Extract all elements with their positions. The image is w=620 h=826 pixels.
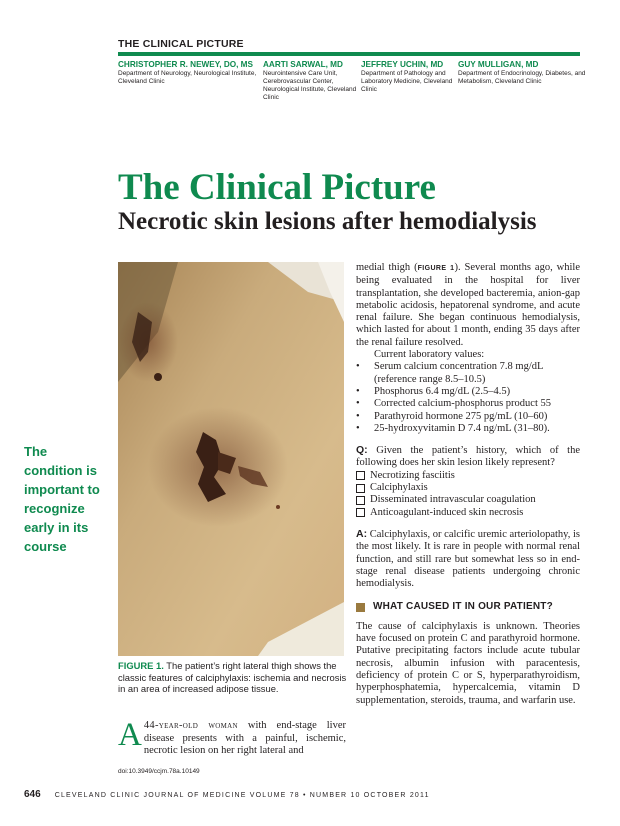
page-footer	[24, 789, 430, 800]
square-bullet-icon	[356, 603, 365, 612]
figure-caption-text: The patient’s right lateral thigh shows the classic features of calciphylaxis: ischemia and necrosis in an area of increased adipose tissue.	[118, 660, 347, 694]
author-block	[263, 60, 361, 102]
answer-label: A:	[356, 527, 368, 540]
intro-text: with end-stage liver disease presents with a painful, ischemic, necrotic lesion on her right lateral and	[143, 720, 347, 756]
figure-caption	[118, 660, 350, 695]
list-item: • Parathyroid hormone 275 pg/mL (10–60)	[356, 410, 548, 422]
answer: A: Calciphylaxis, or calcific uremic arteriolopathy, is the most likely. It is rare in people with normal renal function, and still rare but somewhat less so in end-stage renal disease patients undergoing chronic hemodialysis.	[356, 527, 580, 590]
author-name: AARTI SARWAL, MD	[263, 60, 343, 69]
intro-paragraph	[118, 717, 347, 758]
journal-info: CLEVELAND CLINIC JOURNAL OF MEDICINE VOLUME 78 • NUMBER 10 OCTOBER 2011	[54, 792, 430, 799]
question-label: Q:	[356, 444, 368, 457]
author-affiliation: Department of Endocrinology, Diabetes, and Metabolism, Cleveland Clinic	[458, 70, 586, 85]
intro-smallcaps: 44-year-old woman	[143, 720, 238, 731]
bullet-icon: •	[356, 422, 360, 434]
lab-values-list	[356, 361, 580, 435]
author-block	[361, 60, 458, 102]
list-item: • Phosphorus 6.4 mg/dL (2.5–4.5)	[356, 385, 511, 397]
option-item[interactable]: Calciphylaxis	[356, 482, 580, 494]
question: Q: Given the patient’s history, which of the following does her skin lesion likely represent?	[356, 444, 580, 469]
author-block	[458, 60, 588, 102]
checkbox-icon[interactable]	[356, 496, 365, 505]
page-number: 646	[24, 789, 41, 800]
bullet-icon: •	[356, 410, 360, 422]
bullet-icon: •	[356, 385, 360, 397]
list-item: • Serum calcium concentration 7.8 mg/dL (reference range 8.5–10.5)	[356, 361, 544, 385]
bullet-icon: •	[356, 398, 360, 410]
option-item[interactable]: Disseminated intravascular coagulation	[356, 494, 580, 506]
author-name: GUY MULLIGAN, MD	[458, 60, 539, 69]
author-list	[118, 60, 588, 102]
list-item: • 25-hydroxyvitamin D 7.4 ng/mL (31–80).	[356, 422, 550, 434]
right-column	[356, 262, 580, 707]
article-title: The Clinical Picture	[118, 167, 436, 208]
section-heading: WHAT CAUSED IT IN OUR PATIENT?	[356, 601, 580, 613]
checkbox-icon[interactable]	[356, 508, 365, 517]
cause-paragraph: The cause of calciphylaxis is unknown. Theories have focused on protein C and parathyroid hormone. Putative precipitating factors include acute tubular necrosis, albumin infusion with paracentesis, deficiency of protein C or S, hyperparathyroidism, hyperphosphatemia, hypercalcemia, vitamin D supplementation, steroids, trauma, and warfarin use.	[356, 620, 580, 706]
bullet-icon: •	[356, 361, 360, 373]
option-item[interactable]: Necrotizing fasciitis	[356, 470, 580, 482]
section-label: THE CLINICAL PICTURE	[118, 38, 244, 50]
author-affiliation: Department of Pathology and Laboratory Medicine, Cleveland Clinic	[361, 70, 453, 93]
labs-intro: Current laboratory values:	[374, 349, 485, 361]
checkbox-icon[interactable]	[356, 471, 365, 480]
case-paragraph: medial thigh (FIGURE 1). Several months ago, while being evaluated in the hospital for liver transplantation, she developed bacteremia, anion-gap metabolic acidosis, hepatorenal syndrome, and acute renal failure. She began continuous hemodialysis, which lasted for about 1 month, ending 35 days after the renal failure resolved.	[356, 262, 581, 348]
article-subtitle: Necrotic skin lesions after hemodialysis	[118, 208, 537, 235]
drop-cap: A	[118, 717, 142, 753]
author-name: CHRISTOPHER R. NEWEY, DO, MS	[118, 60, 253, 69]
doi[interactable]: doi:10.3949/ccjm.78a.10149	[118, 768, 200, 775]
figure-label: FIGURE 1.	[118, 660, 164, 671]
figure-photo	[118, 262, 344, 656]
option-item[interactable]: Anticoagulant-induced skin necrosis	[356, 507, 580, 519]
author-affiliation: Department of Neurology, Neurological Institute, Cleveland Clinic	[118, 70, 257, 85]
thigh-lesion-image	[118, 262, 344, 656]
pull-quote: The condition is important to recognize early in its course	[24, 444, 100, 554]
header-rule	[118, 52, 580, 56]
figure-reference-link[interactable]: FIGURE 1	[417, 265, 455, 272]
checkbox-icon[interactable]	[356, 484, 365, 493]
author-block	[118, 60, 263, 102]
author-name: JEFFREY UCHIN, MD	[361, 60, 444, 69]
list-item: • Corrected calcium-phosphorus product 55	[356, 398, 551, 410]
author-affiliation: Neurointensive Care Unit, Cerebrovascular Center, Neurological Institute, Cleveland Clinic	[263, 70, 357, 101]
answer-options	[356, 470, 580, 519]
